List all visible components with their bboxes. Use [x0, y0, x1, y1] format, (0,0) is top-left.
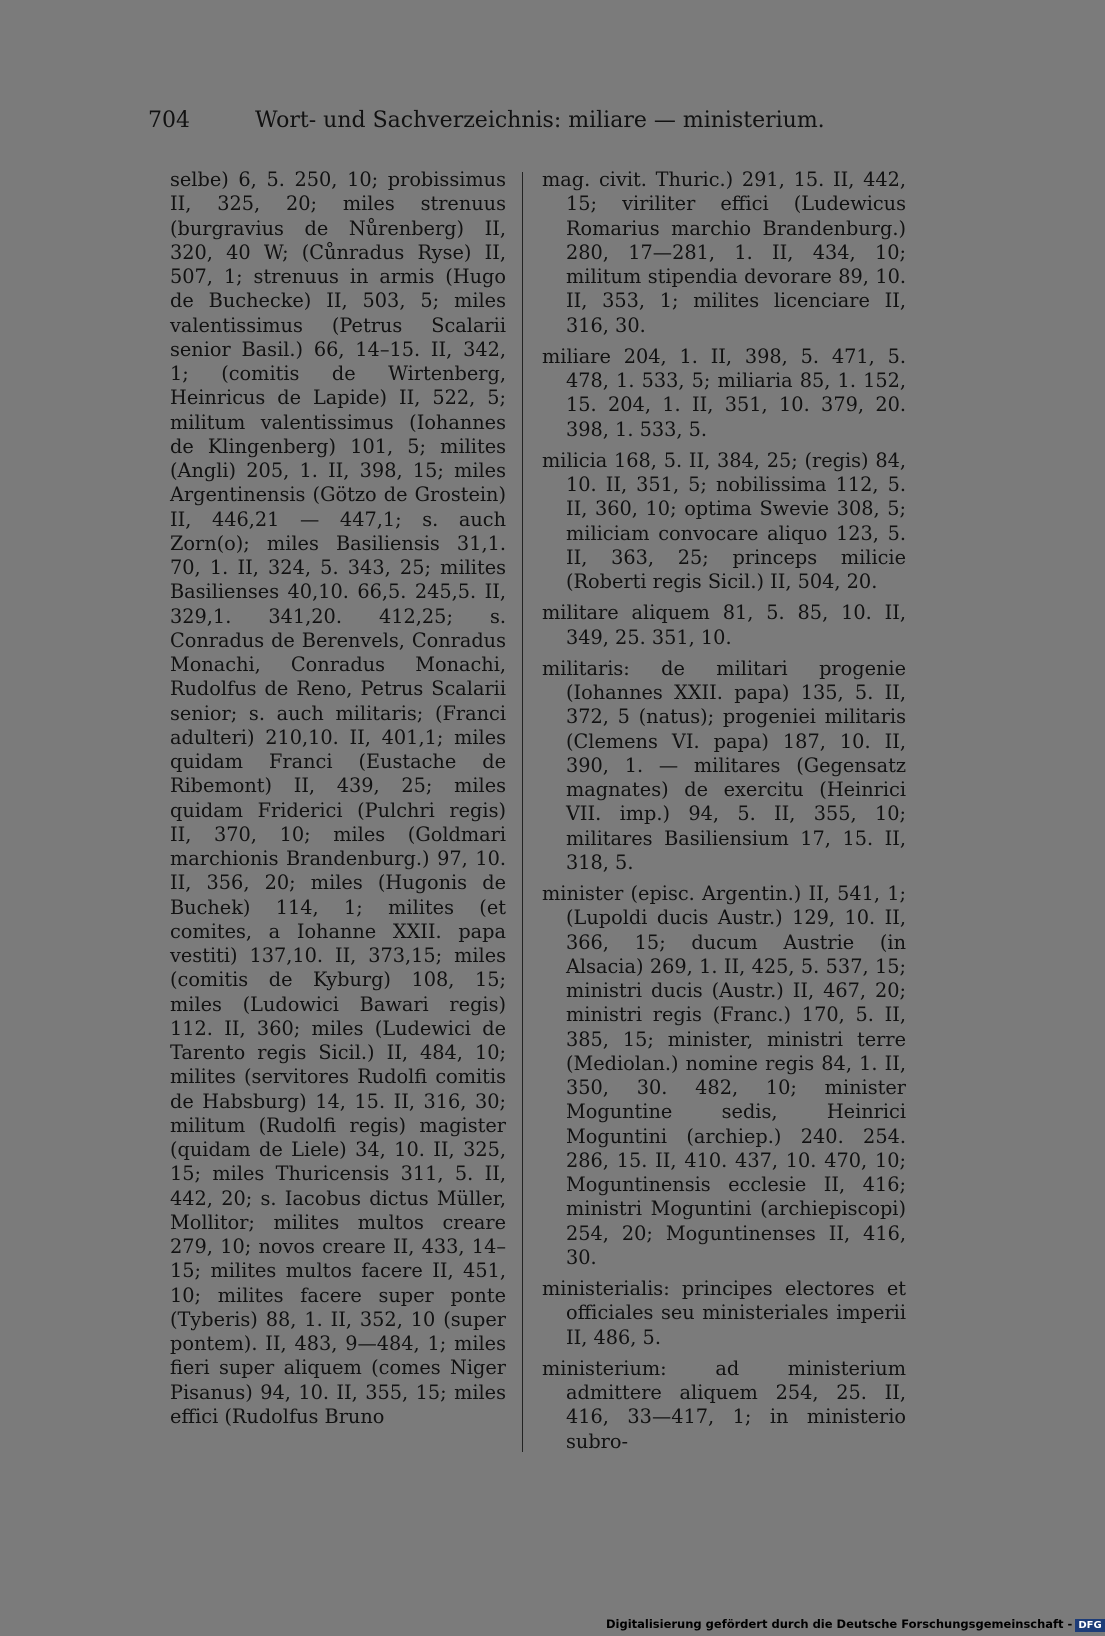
dfg-logo: DFG: [1075, 1619, 1104, 1632]
page-title: Wort- und Sachverzeichnis: miliare — ministerium.: [255, 108, 825, 133]
index-entry-militaris: militaris: de militari progenie (Iohannes XXII. papa) 135, 5. II, 372, 5 (natus); progeniei militaris (Clemens VI. papa) 187, 10. II, 390, 1. — militares (Gegensatz magnates) de exercitu (Heinrici VII. imp.) 94, 5. II, 355, 10; militares Basiliensium 17, 15. II, 318, 5.: [542, 656, 906, 874]
right-column: [542, 168, 906, 1461]
left-column: [170, 168, 506, 1429]
index-entry-miliare: miliare 204, 1. II, 398, 5. 471, 5. 478, 1. 533, 5; miliaria 85, 1. 152, 15. 204, 1. II, 351, 10. 379, 20. 398, 1. 533, 5.: [542, 344, 906, 441]
running-header: [148, 108, 828, 133]
footer-credit: [606, 1617, 1105, 1632]
footer-text: Digitalisierung gefördert durch die Deutsche Forschungsgemeinschaft -: [606, 1617, 1073, 1631]
index-entry-milicia: milicia 168, 5. II, 384, 25; (regis) 84, 10. II, 351, 5; nobilissima 112, 5. II, 360, 10; optima Swevie 308, 5; miliciam convocare aliquo 123, 5. II, 363, 25; princeps milicie (Roberti regis Sicil.) II, 504, 20.: [542, 448, 906, 593]
index-entry-continuation: mag. civit. Thuric.) 291, 15. II, 442, 15; viriliter effici (Ludewicus Romarius marchio Brandenburg.) 280, 17—281, 1. II, 434, 10; militum stipendia devorare 89, 10. II, 353, 1; milites licenciare II, 316, 30.: [542, 168, 906, 337]
index-entry-militare: militare aliquem 81, 5. 85, 10. II, 349, 25. 351, 10.: [542, 601, 906, 649]
column-divider: [522, 172, 523, 1452]
left-column-text: selbe) 6, 5. 250, 10; probissimus II, 325, 20; miles strenuus (burgravius de Nůrenberg) II, 320, 40 W; (Cůnradus Ryse) II, 507, 1; strenuus in armis (Hugo de Buchecke) II, 503, 5; miles valentissimus (Petrus Scalarii senior Basil.) 66, 14–15. II, 342, 1; (comitis de Wirtenberg, Heinricus de Lapide) II, 522, 5; militum valentissimus (Iohannes de Klingenberg) 101, 5; milites (Angli) 205, 1. II, 398, 15; miles Argentinensis (Götzo de Grostein) II, 446,21 — 447,1; s. auch Zorn(o); miles Basiliensis 31,1. 70, 1. II, 324, 5. 343, 25; milites Basilienses 40,10. 66,5. 245,5. II, 329,1. 341,20. 412,25; s. Conradus de Berenvels, Conradus Monachi, Conradus Monachi, Rudolfus de Reno, Petrus Scalarii senior; s. auch militaris; (Franci adulteri) 210,10. II, 401,1; miles quidam Franci (Eustache de Ribemont) II, 439, 25; miles quidam Friderici (Pulchri regis) II, 370, 10; miles (Goldmari marchionis Brandenburg.) 97, 10. II, 356, 20; miles (Hugonis de Buchek) 114, 1; milites (et comites, a Iohanne XXII. papa vestiti) 137,10. II, 373,15; miles (comitis de Kyburg) 108, 15; miles (Ludowici Bawari regis) 112. II, 360; miles (Ludewici de Tarento regis Sicil.) II, 484, 10; milites (servitores Rudolfi comitis de Habsburg) 14, 15. II, 316, 30; militum (Rudolfi regis) magister (quidam de Liele) 34, 10. II, 325, 15; miles Thuricensis 311, 5. II, 442, 20; s. Iacobus dictus Müller, Mollitor; milites multos creare 279, 10; novos creare II, 433, 14–15; milites multos facere II, 451, 10; milites facere super ponte (Tyberis) 88, 1. II, 352, 10 (super pontem). II, 483, 9—484, 1; miles fieri super aliquem (comes Niger Pisanus) 94, 10. II, 355, 15; miles effici (Rudolfus Bruno: [170, 168, 506, 1428]
index-entry-ministerium: ministerium: ad ministerium admittere aliquem 254, 25. II, 416, 33—417, 1; in ministerio subro-: [542, 1356, 906, 1453]
index-entry-minister: minister (episc. Argentin.) II, 541, 1; (Lupoldi ducis Austr.) 129, 10. II, 366, 15; ducum Austrie (in Alsacia) 269, 1. II, 425, 5. 537, 15; ministri ducis (Austr.) II, 467, 20; ministri regis (Franc.) 170, 5. II, 385, 15; minister, ministri terre (Mediolan.) nomine regis 84, 1. II, 350, 30. 482, 10; minister Moguntine sedis, Heinrici Moguntini (archiep.) 240. 254. 286, 15. II, 410. 437, 10. 470, 10; Moguntinensis ecclesie II, 416; ministri Moguntini (archiepiscopi) 254, 20; Moguntinenses II, 416, 30.: [542, 882, 906, 1269]
page-number: 704: [148, 108, 190, 133]
index-entry-ministerialis: ministerialis: principes electores et officiales seu ministeriales imperii II, 486, 5.: [542, 1277, 906, 1349]
